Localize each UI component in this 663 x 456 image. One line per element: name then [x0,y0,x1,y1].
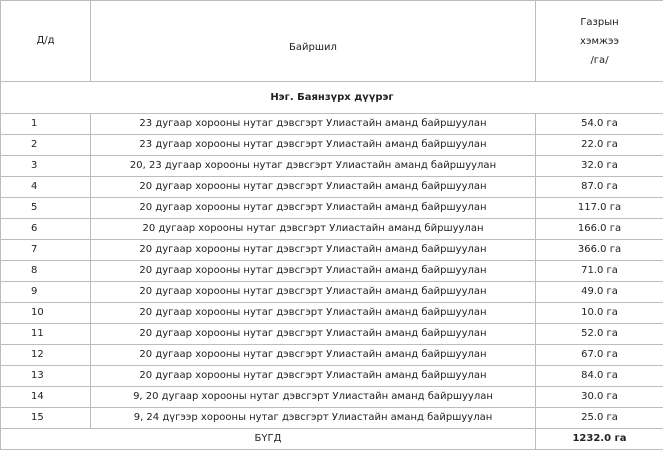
row-location: 23 дугаар хорооны нутаг дэвсгэрт Улиастайн аманд байршуулан [91,114,536,135]
table-row [1,387,663,408]
row-location: 23 дугаар хорооны нутаг дэвсгэрт Улиастайн аманд байршуулан [91,135,536,156]
total-label: БҮГД [1,429,536,450]
row-location: 20 дугаар хорооны нутаг дэвсгэрт Улиастайн аманд байршуулан [91,345,536,366]
row-location: 20 дугаар хорооны нутаг дэвсгэрт Улиастайн аманд байршуулан [91,177,536,198]
table-row [1,282,663,303]
header-area-line1: Газрын [580,16,619,28]
row-area: 25.0 га [536,408,663,429]
row-number: 15 [1,408,91,429]
row-area: 166.0 га [536,219,663,240]
table-row [1,366,663,387]
row-location: 20 дугаар хорооны нутаг дэвсгэрт Улиастайн аманд байршуулан [91,324,536,345]
header-area-line2: хэмжээ [580,35,619,47]
section-row [1,82,663,114]
row-number: 10 [1,303,91,324]
table-row [1,324,663,345]
row-location: 9, 24 дүгээр хорооны нутаг дэвсгэрт Улиастайн аманд байршуулан [91,408,536,429]
header-area-line3: /га/ [590,54,609,66]
header-row [1,1,663,82]
row-number: 6 [1,219,91,240]
row-area: 52.0 га [536,324,663,345]
row-number: 8 [1,261,91,282]
row-area: 87.0 га [536,177,663,198]
row-number: 2 [1,135,91,156]
row-number: 9 [1,282,91,303]
row-area: 67.0 га [536,345,663,366]
table-row [1,345,663,366]
row-area: 30.0 га [536,387,663,408]
row-number: 3 [1,156,91,177]
row-location: 20 дугаар хорооны нутаг дэвсгэрт Улиастайн аманд байршуулан [91,282,536,303]
row-number: 13 [1,366,91,387]
row-area: 71.0 га [536,261,663,282]
row-area: 84.0 га [536,366,663,387]
row-area: 10.0 га [536,303,663,324]
row-location: 20, 23 дугаар хорооны нутаг дэвсгэрт Улиастайн аманд байршуулан [91,156,536,177]
row-location: 20 дугаар хорооны нутаг дэвсгэрт Улиастайн аманд байршуулан [91,303,536,324]
row-area: 32.0 га [536,156,663,177]
header-location: Байршил [91,1,536,82]
row-area: 22.0 га [536,135,663,156]
row-number: 12 [1,345,91,366]
row-number: 4 [1,177,91,198]
table-row [1,303,663,324]
header-number: Д/д [1,1,91,82]
table-row [1,135,663,156]
table-row [1,261,663,282]
total-row [1,429,663,450]
row-number: 11 [1,324,91,345]
header-area [536,1,663,82]
table-row [1,198,663,219]
row-area: 117.0 га [536,198,663,219]
row-area: 54.0 га [536,114,663,135]
row-number: 5 [1,198,91,219]
row-location: 9, 20 дугаар хорооны нутаг дэвсгэрт Улиастайн аманд байршуулан [91,387,536,408]
row-area: 49.0 га [536,282,663,303]
section-title: Нэг. Баянзүрх дүүрэг [1,82,663,114]
table-row [1,408,663,429]
row-area: 366.0 га [536,240,663,261]
row-number: 7 [1,240,91,261]
row-location: 20 дугаар хорооны нутаг дэвсгэрт Улиастайн аманд байршуулан [91,261,536,282]
table-row [1,177,663,198]
row-location: 20 дугаар хорооны нутаг дэвсгэрт Улиастайн аманд байршуулан [91,240,536,261]
row-location: 20 дугаар хорооны нутаг дэвсгэрт Улиастайн аманд бйршуулан [91,219,536,240]
table-row [1,114,663,135]
row-number: 14 [1,387,91,408]
total-value: 1232.0 га [536,429,663,450]
table-row [1,156,663,177]
row-number: 1 [1,114,91,135]
row-location: 20 дугаар хорооны нутаг дэвсгэрт Улиастайн аманд байршуулан [91,198,536,219]
table-row [1,219,663,240]
table-row [1,240,663,261]
row-location: 20 дугаар хорооны нутаг дэвсгэрт Улиастайн аманд байршуулан [91,366,536,387]
